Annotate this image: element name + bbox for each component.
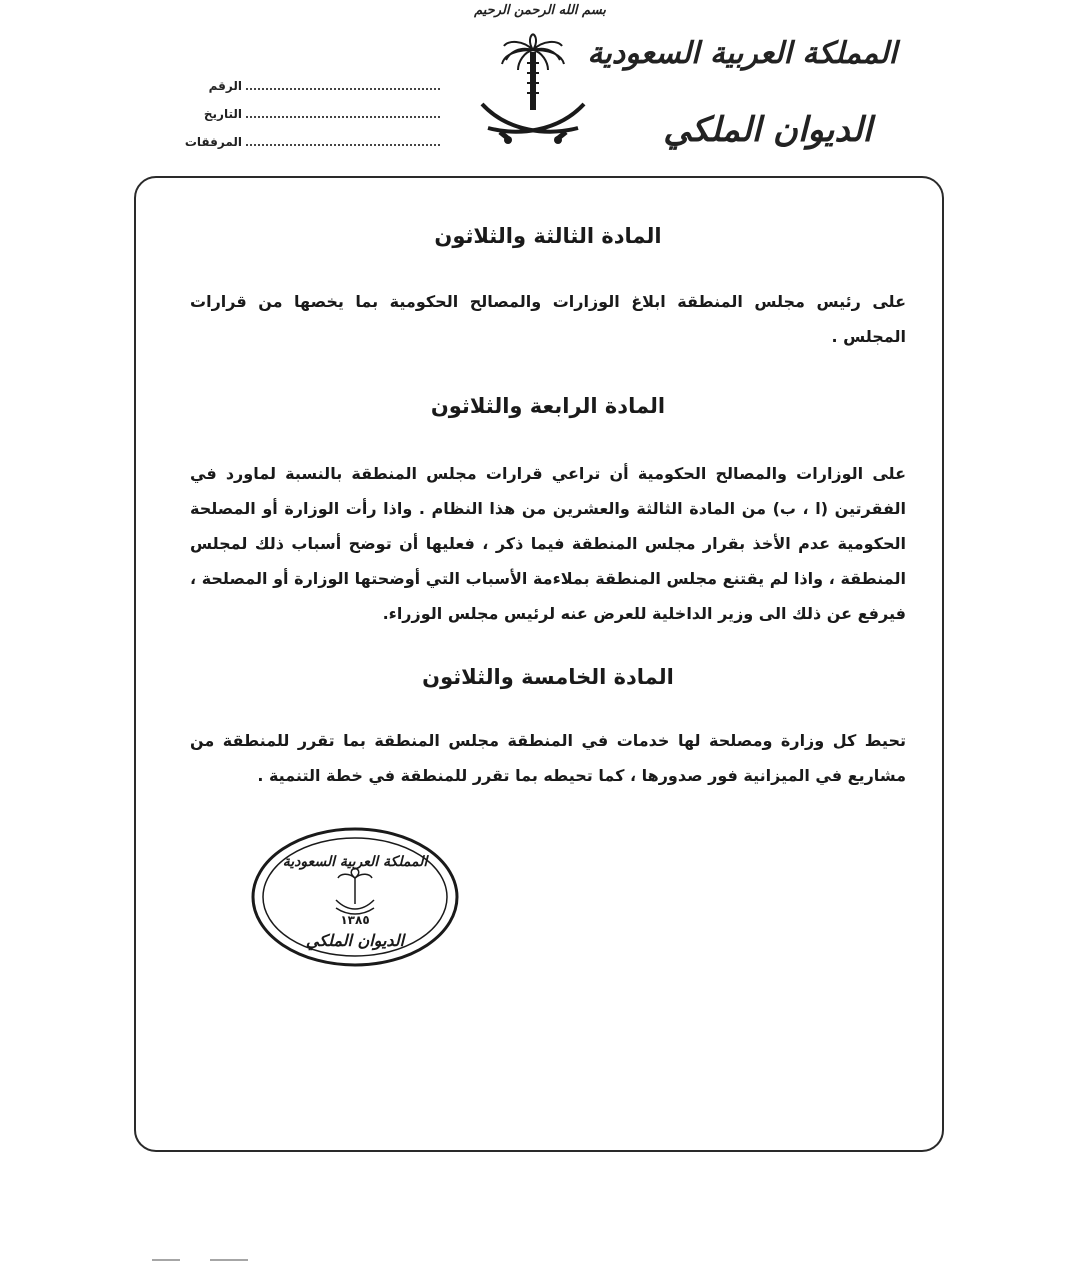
reference-number-label: الرقم [208,79,242,93]
reference-number-row [190,78,440,106]
article-34-title: المادة الرابعة والثلاثون [430,394,666,418]
seal-bottom-text: الديوان الملكي [305,931,405,950]
seal-palm-icon [336,868,374,914]
seal-top-text: المملكة العربية السعودية [282,854,428,870]
bismillah-text: بسم الله الرحمن الرحيم [474,3,606,18]
attachments-label: المرفقات [184,135,242,149]
date-row [190,106,440,134]
reference-number-blank [246,78,440,90]
attachments-blank [246,134,440,146]
attachments-row [184,134,440,162]
footer-scan-mark [150,1254,250,1262]
royal-court-seal [250,826,460,968]
date-blank [246,106,440,118]
seal-year: ١٣٨٥ [340,913,370,927]
article-35-title: المادة الخامسة والثلاثون [422,665,674,689]
article-34-body: على الوزارات والمصالح الحكومية أن تراعي قرارات مجلس المنطقة بالنسبة لماورد في الفقرتين (ا ، ب) من المادة الثالثة والعشرين من هذا النظام . واذا رأت الوزارة أو المصلحة الحكومية عدم الأخذ بقرار مجلس المنطقة فيما ذكر ، فعليها أن توضح أسباب ذلك لمجلس المنطقة ، واذا لم يقتنع مجلس المنطقة بملاءمة الأسباب التي أوضحتها الوزارة أو المصلحة ، فيرفع عن ذلك الى وزير الداخلية للعرض عنه لرئيس مجلس الوزراء. [190,464,906,623]
article-35-body: تحيط كل وزارة ومصلحة لها خدمات في المنطقة مجلس المنطقة بما تقرر للمنطقة من مشاريع في الميزانية فور صدورها ، كما تحيطه بما تقرر للمنطقة في خطة التنمية . [190,731,906,785]
article-33-body: على رئيس مجلس المنطقة ابلاغ الوزارات والمصالح الحكومية بما يخصها من قرارات المجلس . [190,292,906,346]
palm-swords-emblem-icon [478,32,588,152]
date-label: التاريخ [203,107,242,121]
kingdom-name-calligraphy: المملكة العربية السعودية [587,36,897,71]
bismillah-calligraphy [470,0,610,22]
article-33-title: المادة الثالثة والثلاثون [434,224,662,248]
document-body [190,196,906,793]
reference-fields [184,78,440,162]
royal-court-calligraphy: الديوان الملكي [663,110,872,150]
